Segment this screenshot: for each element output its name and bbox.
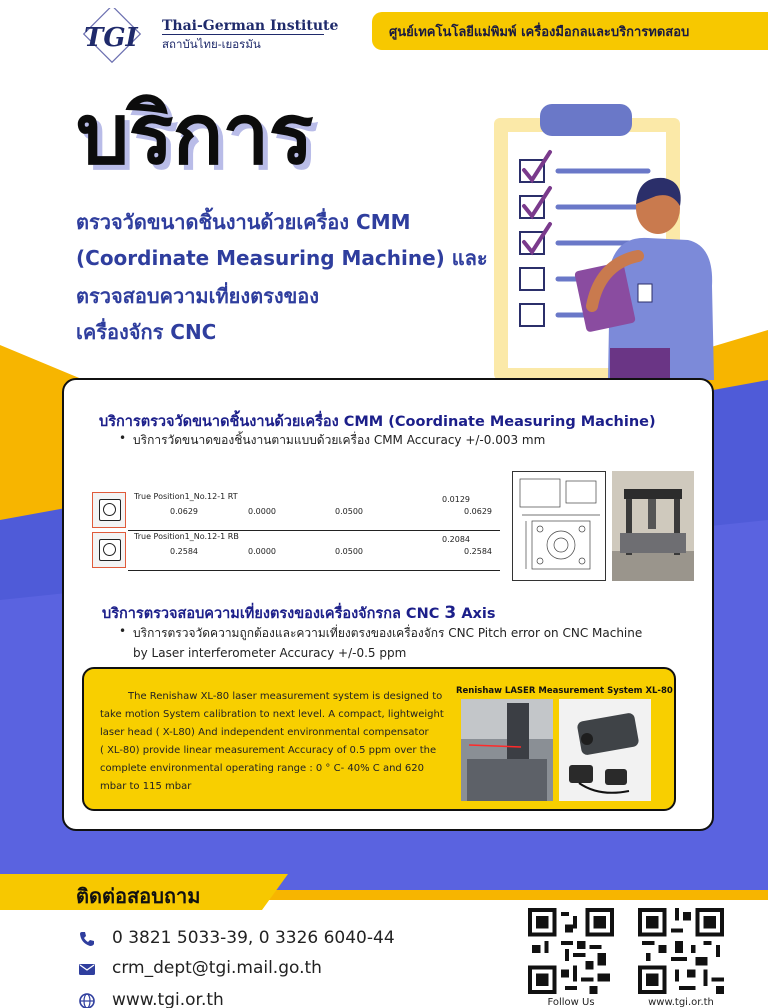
- subtitle-line-1: ตรวจวัดขนาดชิ้นงานด้วยเครื่อง CMM: [76, 210, 411, 234]
- globe-icon: [78, 992, 96, 1008]
- tgi-logo[interactable]: [82, 8, 339, 64]
- cmm-bullet: • บริการวัดขนาดของชิ้นงานตามแบบด้วยเครื่อง CMM Accuracy +/-0.003 mm: [133, 431, 545, 450]
- cnc-title-text: บริการตรวจสอบความเที่ยงตรงของเครื่องจักรกล CNC: [102, 606, 440, 622]
- mail-icon: [78, 960, 96, 978]
- cmm-row-top-value: 0.0129: [442, 495, 470, 504]
- cnc-title-number: 3: [444, 603, 457, 623]
- svg-text:TGI: TGI: [84, 23, 138, 53]
- clipboard-illustration: [488, 96, 724, 380]
- laser-text-line: The Renishaw XL-80 laser measurement system is designed to: [128, 691, 443, 702]
- cmm-row-top-value: 0.2084: [442, 535, 470, 544]
- contact-web-row: [78, 990, 498, 1008]
- phone-icon: [78, 930, 96, 948]
- cmm-row-value: 0.2584: [170, 547, 198, 556]
- laser-text-line: ( XL-80) provide linear measurement Accuracy of 0.5 ppm over the: [100, 745, 437, 756]
- contact-email-row: [78, 958, 498, 982]
- cnc-title-suffix: Axis: [461, 606, 496, 622]
- technical-drawing-image: [512, 471, 606, 581]
- qr-label-follow-us: Follow Us: [547, 997, 595, 1008]
- cmm-row-name: True Position1_No.12-1 RB: [134, 532, 239, 541]
- cnc-bullet-continuation: by Laser interferometer Accuracy +/-0.5 ppm: [133, 646, 407, 660]
- contact-phone[interactable]: 0 3821 5033-39, 0 3326 6040-44: [112, 928, 395, 948]
- cmm-row-value: 0.2584: [464, 547, 492, 556]
- qr-code-website[interactable]: [638, 908, 724, 994]
- true-position-icon: [99, 499, 121, 521]
- row-divider: [128, 570, 500, 571]
- laser-text-line: complete environmental operating range : 0 ° C- 40% C and 620: [100, 763, 425, 774]
- cmm-row-value: 0.0500: [335, 507, 363, 516]
- laser-caption: Renishaw LASER Measurement System XL-80: [456, 686, 673, 696]
- cnc-section-title: [102, 602, 496, 625]
- contact-email[interactable]: crm_dept@tgi.mail.go.th: [112, 958, 322, 978]
- contact-title: ติดต่อสอบถาม: [76, 884, 201, 908]
- page-title: บริการ: [76, 85, 313, 183]
- laser-text-line: laser head ( X-L80) And independent environmental compensator: [100, 727, 429, 738]
- cmm-result-row: [92, 532, 500, 572]
- cmm-row-value: 0.0000: [248, 547, 276, 556]
- contact-phone-row: [78, 928, 498, 952]
- laser-info-box: [82, 667, 676, 811]
- cnc-machine-laser-photo: [461, 699, 553, 801]
- cmm-result-row: [92, 492, 500, 532]
- laser-text-line: mbar to 115 mbar: [100, 781, 192, 792]
- services-card: [62, 378, 714, 831]
- logo-text-en: Thai-German Institute: [162, 18, 339, 34]
- laser-text-line: take motion System calibration to next level. A compact, lightweight: [100, 709, 444, 720]
- subtitle-line-3: ตรวจสอบความเที่ยงตรงของ: [76, 284, 320, 308]
- cnc-bullet: • บริการตรวจวัดความถูกต้องและความเที่ยงตรงของเครื่องจักร CNC Pitch error on CNC Machine: [133, 624, 642, 643]
- cmm-row-value: 0.0629: [464, 507, 492, 516]
- row-divider: [128, 530, 500, 531]
- header-banner: ศูนย์เทคโนโลยีแม่พิมพ์ เครื่องมือกลและบริการทดสอบ: [372, 12, 768, 50]
- cmm-row-value: 0.0500: [335, 547, 363, 556]
- qr-code-follow-us[interactable]: [528, 908, 614, 994]
- logo-divider: [162, 34, 324, 35]
- cmm-row-name: True Position1_No.12-1 RT: [134, 492, 238, 501]
- contact-website[interactable]: www.tgi.or.th: [112, 990, 224, 1008]
- xl80-laser-head-photo: [559, 699, 651, 801]
- cmm-row-value: 0.0629: [170, 507, 198, 516]
- subtitle-line-4: เครื่องจักร CNC: [76, 320, 217, 344]
- cmm-machine-photo: [612, 471, 694, 581]
- subtitle-line-2: (Coordinate Measuring Machine) และ: [76, 246, 488, 270]
- tgi-logo-mark: [82, 8, 160, 64]
- position-symbol-box: [92, 532, 126, 568]
- cmm-row-value: 0.0000: [248, 507, 276, 516]
- logo-text-th: สถาบันไทย-เยอรมัน: [162, 37, 261, 51]
- true-position-icon: [99, 539, 121, 561]
- qr-label-website: www.tgi.or.th: [648, 997, 714, 1008]
- cmm-section-title: บริการตรวจวัดขนาดชิ้นงานด้วยเครื่อง CMM (Coordinate Measuring Machine): [99, 414, 656, 430]
- position-symbol-box: [92, 492, 126, 528]
